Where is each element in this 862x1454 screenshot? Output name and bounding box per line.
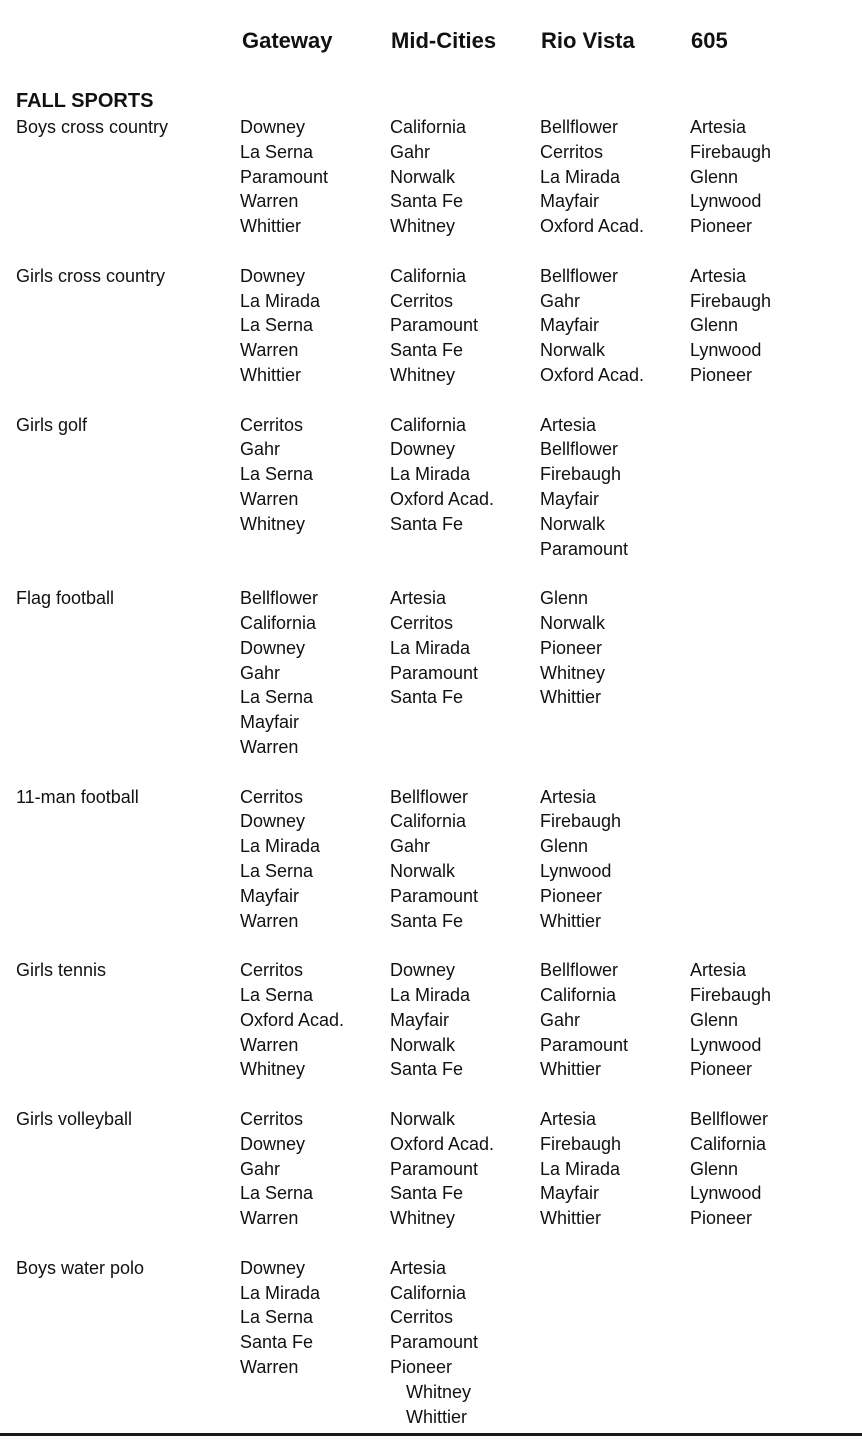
school-name: Artesia <box>540 786 597 807</box>
school-name: Glenn <box>690 1158 739 1179</box>
school-name: California <box>540 984 617 1005</box>
school-name: Santa Fe <box>390 910 464 931</box>
school-name: Pioneer <box>390 1356 453 1377</box>
school-name: Santa Fe <box>240 1332 314 1353</box>
league-column-mid-cities <box>390 958 470 1082</box>
school-name: Whittier <box>540 1059 602 1080</box>
school-name: Firebaugh <box>540 811 622 832</box>
school-name: California <box>390 265 467 286</box>
school-name: Warren <box>240 1208 299 1229</box>
school-name: Mayfair <box>540 1183 600 1204</box>
school-name: Warren <box>240 1356 299 1377</box>
league-header-row <box>0 26 862 58</box>
school-name: Cerritos <box>390 290 454 311</box>
sport-name: Girls cross country <box>16 265 166 286</box>
league-column-rio-vista <box>540 264 644 388</box>
school-name: Warren <box>240 340 299 361</box>
league-column-rio-vista <box>540 1107 621 1231</box>
school-name: Glenn <box>540 588 589 609</box>
school-name: Downey <box>390 439 456 460</box>
league-column-mid-cities <box>390 586 478 710</box>
column-header-mid-cities: Mid-Cities <box>391 28 497 53</box>
school-name: Firebaugh <box>690 290 772 311</box>
school-name: Bellflower <box>240 588 319 609</box>
league-column-gateway <box>240 958 344 1082</box>
school-name: La Serna <box>240 1307 314 1328</box>
school-name: La Serna <box>240 464 314 485</box>
school-name: La Serna <box>240 860 314 881</box>
school-name: Downey <box>240 265 306 286</box>
school-name: Lynwood <box>690 191 762 212</box>
school-name: Cerritos <box>240 414 304 435</box>
school-name: Mayfair <box>240 885 300 906</box>
school-name: Bellflower <box>540 265 619 286</box>
school-name: Bellflower <box>690 1108 769 1129</box>
school-name: La Serna <box>240 141 314 162</box>
league-column-rio-vista <box>540 115 644 239</box>
league-column-rio-vista <box>540 413 628 562</box>
school-name: Firebaugh <box>690 984 772 1005</box>
school-name: Whittier <box>240 216 302 237</box>
school-name: Paramount <box>390 1332 479 1353</box>
school-name: Whitney <box>240 513 306 534</box>
school-name: Santa Fe <box>390 191 464 212</box>
school-name: Norwalk <box>390 1034 456 1055</box>
league-column-rio-vista <box>540 785 621 934</box>
school-name: Cerritos <box>240 960 304 981</box>
school-name: Paramount <box>390 1158 479 1179</box>
league-column-mid-cities <box>390 1107 494 1231</box>
school-name: Cerritos <box>540 141 604 162</box>
school-name: Gahr <box>390 836 431 857</box>
sport-row <box>0 1256 862 1454</box>
school-name: Cerritos <box>390 612 454 633</box>
sport-name: Girls golf <box>16 414 88 435</box>
league-column-gateway <box>240 115 328 239</box>
school-name: Cerritos <box>390 1307 454 1328</box>
school-name: California <box>690 1133 767 1154</box>
school-name: Bellflower <box>390 786 469 807</box>
school-name: Artesia <box>390 1257 447 1278</box>
school-name: Glenn <box>690 166 739 187</box>
sport-row <box>0 958 862 1107</box>
school-name: Gahr <box>540 290 581 311</box>
league-column-gateway <box>240 1107 313 1231</box>
school-name: Paramount <box>390 662 479 683</box>
league-column-mid-cities <box>390 115 466 239</box>
sport-name: 11-man football <box>16 786 139 807</box>
school-name: Cerritos <box>240 1108 304 1129</box>
school-name: Whittier <box>540 910 602 931</box>
school-name: La Serna <box>240 315 314 336</box>
school-name: Santa Fe <box>390 340 464 361</box>
league-column-605 <box>690 115 771 239</box>
school-name: Bellflower <box>540 439 619 460</box>
school-name: Lynwood <box>690 340 762 361</box>
sport-row <box>0 264 862 413</box>
sport-name: Boys cross country <box>16 117 169 137</box>
school-name: Firebaugh <box>690 141 772 162</box>
school-name: La Mirada <box>240 836 321 857</box>
school-name: Pioneer <box>690 364 753 385</box>
school-name: Norwalk <box>390 1108 456 1129</box>
school-name: Glenn <box>540 836 589 857</box>
school-name: Whittier <box>406 1406 468 1427</box>
league-column-mid-cities <box>390 1256 478 1430</box>
school-name: California <box>390 414 467 435</box>
school-name: Gahr <box>240 439 281 460</box>
league-column-gateway <box>240 785 320 934</box>
league-column-mid-cities <box>390 413 494 537</box>
school-name: Santa Fe <box>390 687 464 708</box>
school-name: Glenn <box>690 1009 739 1030</box>
school-name: Whitney <box>540 662 606 683</box>
school-name: Whitney <box>390 1208 456 1229</box>
school-name: Santa Fe <box>390 1183 464 1204</box>
school-name: Whittier <box>240 364 302 385</box>
school-name: La Mirada <box>390 464 471 485</box>
league-column-mid-cities <box>390 785 478 934</box>
school-name: La Serna <box>240 687 314 708</box>
school-name: Artesia <box>690 960 747 981</box>
school-name: Norwalk <box>540 513 606 534</box>
school-name: Bellflower <box>540 960 619 981</box>
school-name: Artesia <box>540 414 597 435</box>
school-name: Norwalk <box>390 860 456 881</box>
school-name: La Serna <box>240 984 314 1005</box>
league-column-605 <box>690 264 771 388</box>
school-name: California <box>390 117 467 137</box>
league-column-605 <box>690 1107 768 1231</box>
league-column-gateway <box>240 586 318 760</box>
league-column-605 <box>690 958 771 1082</box>
school-name: Pioneer <box>690 216 753 237</box>
school-name: Paramount <box>540 1034 629 1055</box>
school-name: Downey <box>240 1257 306 1278</box>
school-name: Firebaugh <box>540 464 622 485</box>
school-name: Lynwood <box>690 1183 762 1204</box>
school-name: Whittier <box>540 687 602 708</box>
sport-row <box>0 586 862 784</box>
school-name: Paramount <box>390 315 479 336</box>
sport-row <box>0 1107 862 1256</box>
school-name: Pioneer <box>540 637 603 658</box>
school-name: Paramount <box>240 166 329 187</box>
school-name: Warren <box>240 736 299 757</box>
school-name: La Mirada <box>540 166 621 187</box>
league-column-rio-vista <box>540 586 605 710</box>
league-column-mid-cities <box>390 264 478 388</box>
school-name: Oxford Acad. <box>390 1133 495 1154</box>
school-name: Warren <box>240 191 299 212</box>
school-name: Mayfair <box>390 1009 450 1030</box>
school-name: Oxford Acad. <box>540 364 645 385</box>
sport-name: Flag football <box>16 588 115 609</box>
sport-row <box>0 115 862 264</box>
school-name: Pioneer <box>540 885 603 906</box>
school-name: Gahr <box>240 662 281 683</box>
school-name: Pioneer <box>690 1059 753 1080</box>
column-header-605: 605 <box>691 28 728 53</box>
school-name: Downey <box>240 637 306 658</box>
school-name: Mayfair <box>540 191 600 212</box>
school-name: Artesia <box>690 265 747 286</box>
school-name: Norwalk <box>540 340 606 361</box>
school-name: Warren <box>240 910 299 931</box>
school-name: Gahr <box>240 1158 281 1179</box>
school-name: Whitney <box>240 1059 306 1080</box>
column-header-gateway: Gateway <box>242 28 333 53</box>
school-name: Oxford Acad. <box>390 488 495 509</box>
school-name: La Mirada <box>390 637 471 658</box>
school-name: Santa Fe <box>390 513 464 534</box>
section-title: FALL SPORTS <box>16 90 154 112</box>
school-name: Paramount <box>540 538 629 559</box>
sport-name: Boys water polo <box>16 1257 145 1278</box>
school-name: Lynwood <box>690 1034 762 1055</box>
school-name: Artesia <box>540 1108 597 1129</box>
school-name: Paramount <box>390 885 479 906</box>
column-header-rio-vista: Rio Vista <box>541 28 635 53</box>
school-name: Mayfair <box>540 488 600 509</box>
school-name: Artesia <box>690 117 747 137</box>
sport-name: Girls volleyball <box>16 1108 133 1129</box>
school-name: Warren <box>240 488 299 509</box>
school-name: Norwalk <box>540 612 606 633</box>
sports-list <box>0 115 862 1454</box>
sport-name: Girls tennis <box>16 960 107 981</box>
school-name: Whittier <box>540 1208 602 1229</box>
school-name: Mayfair <box>240 712 300 733</box>
school-name: Whitney <box>390 216 456 237</box>
school-name: California <box>390 811 467 832</box>
school-name: Downey <box>390 960 456 981</box>
school-name: La Mirada <box>240 1282 321 1303</box>
school-name: Mayfair <box>540 315 600 336</box>
school-name: Gahr <box>540 1009 581 1030</box>
school-name: Lynwood <box>540 860 612 881</box>
league-column-rio-vista <box>540 958 628 1082</box>
school-name: Bellflower <box>540 117 619 137</box>
school-name: Santa Fe <box>390 1059 464 1080</box>
league-column-gateway <box>240 413 313 537</box>
school-name: La Mirada <box>540 1158 621 1179</box>
sport-row <box>0 785 862 959</box>
school-name: Gahr <box>390 141 431 162</box>
school-name: Cerritos <box>240 786 304 807</box>
sport-row <box>0 413 862 587</box>
school-name: Artesia <box>390 588 447 609</box>
school-name: La Mirada <box>390 984 471 1005</box>
league-column-gateway <box>240 264 320 388</box>
school-name: Warren <box>240 1034 299 1055</box>
school-name: Downey <box>240 1133 306 1154</box>
school-name: Glenn <box>690 315 739 336</box>
school-name: California <box>240 612 317 633</box>
school-name: La Mirada <box>240 290 321 311</box>
school-name: Pioneer <box>690 1208 753 1229</box>
school-name: Downey <box>240 811 306 832</box>
school-name: Downey <box>240 117 306 137</box>
school-name: Whitney <box>406 1381 472 1402</box>
school-name: California <box>390 1282 467 1303</box>
school-name: La Serna <box>240 1183 314 1204</box>
school-name: Firebaugh <box>540 1133 622 1154</box>
league-column-gateway <box>240 1256 320 1380</box>
school-name: Whitney <box>390 364 456 385</box>
school-name: Oxford Acad. <box>240 1009 345 1030</box>
school-name: Oxford Acad. <box>540 216 645 237</box>
school-name: Norwalk <box>390 166 456 187</box>
